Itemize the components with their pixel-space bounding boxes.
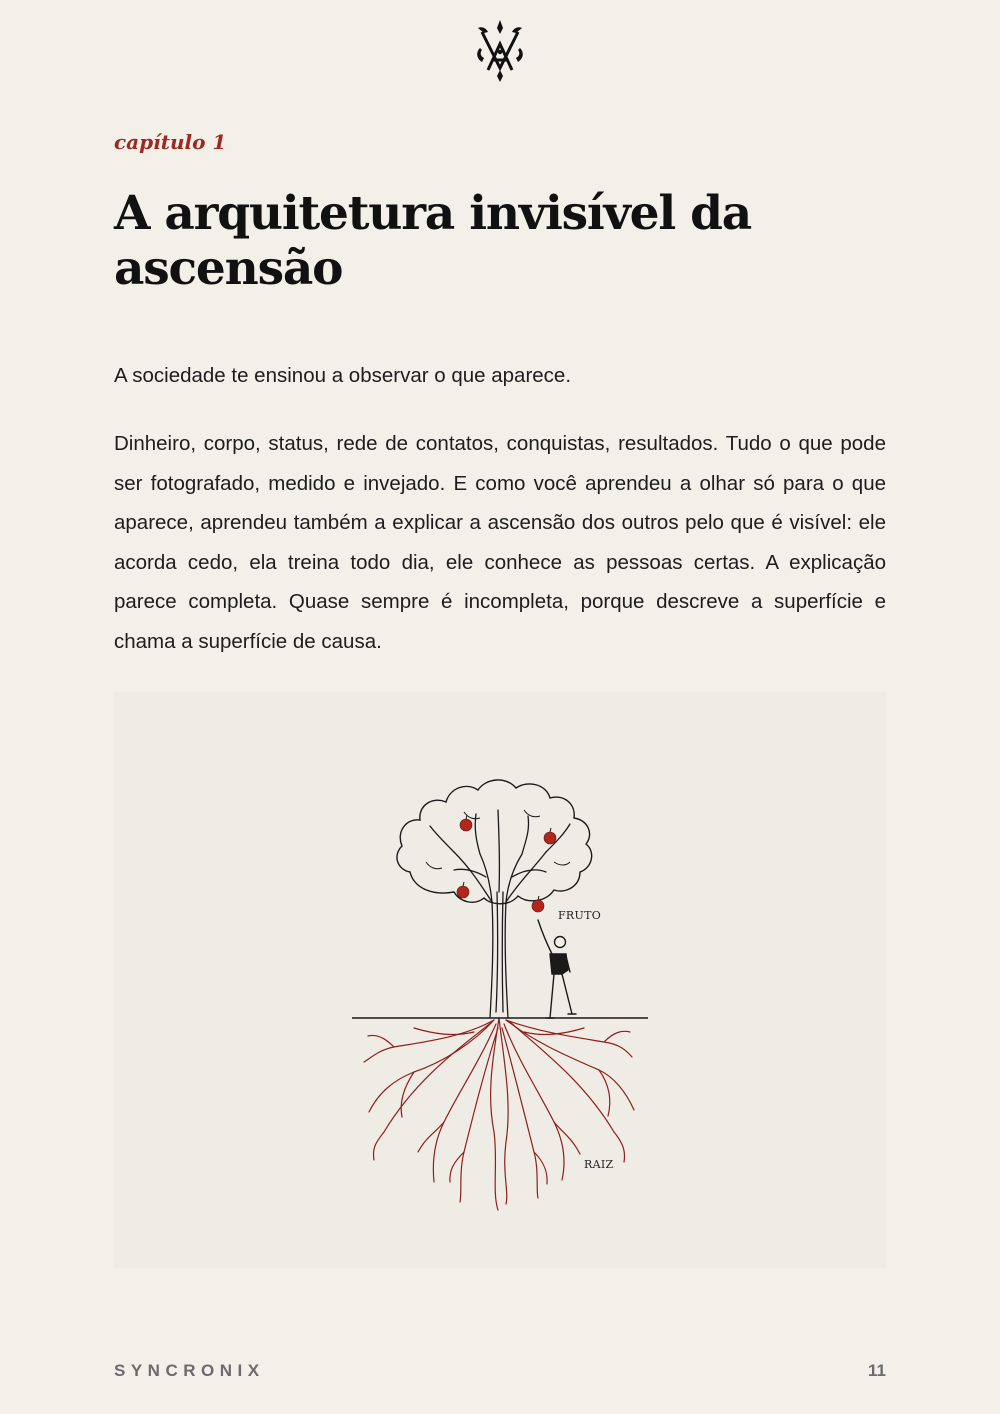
roots	[364, 1018, 634, 1210]
canopy	[397, 780, 592, 904]
ornamental-monogram-icon	[472, 18, 528, 84]
person-figure	[538, 920, 576, 1018]
page-number: 11	[868, 1361, 886, 1380]
tree-illustration	[114, 692, 886, 1268]
chapter-label: capítulo 1	[114, 130, 227, 154]
root-label: RAIZ	[584, 1158, 614, 1171]
body-paragraph: Dinheiro, corpo, status, rede de contatos, conquistas, resultados. Tudo o que pode ser fotografado, medido e invejado. E como você aprendeu a olhar só para o que aparece, aprendeu também a explicar a ascensão dos outros pelo que é visível: ele acorda cedo, ela treina todo dia, ele conhece as pessoas certas. A explicação parece completa. Quase sempre é incompleta, porque descreve a superfície e chama a superfície de causa.	[114, 432, 886, 653]
footer-brand: SYNCRONIX	[114, 1361, 265, 1380]
fruit-label: FRUTO	[558, 909, 602, 922]
body-paragraph: A sociedade te ensinou a observar o que aparece.	[114, 364, 572, 387]
chapter-title: A arquitetura invisível da ascensão	[114, 186, 752, 296]
